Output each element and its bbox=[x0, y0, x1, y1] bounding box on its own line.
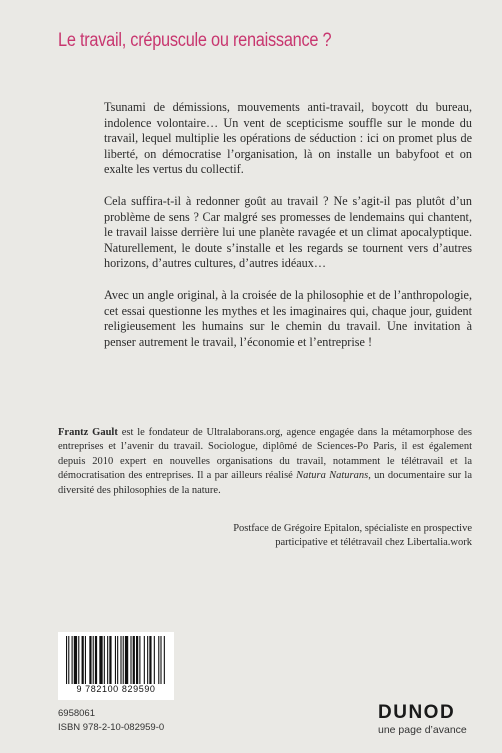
product-code: 6958061 bbox=[58, 708, 95, 719]
barcode bbox=[58, 632, 174, 700]
author-bio-part-1: est le fondateur de Ultralaborans.org, agence engagée dans la métamorphose des entreprises et l’avenir du travail. Sociologue, diplômé de Sciences-Po Paris, il est également depuis 2010 expert en nouvelles organisations du travail, notamment le télétravail et la démocratisation des entreprises. Il a par ailleurs réalisé bbox=[58, 427, 472, 482]
blurb-paragraph-3: Avec un angle original, à la croisée de la philosophie et de l’anthropologie, cet essai questionne les mythes et les imaginaires qui, chaque jour, guident religieusement les humains sur le chemin du travail. Une invitation à penser autrement le travail, l’économie et l’entreprise ! bbox=[104, 287, 472, 349]
author-bio bbox=[58, 426, 472, 498]
author-bio-part-2: , un documentaire sur la diversité des philosophies de la nature. bbox=[58, 470, 472, 496]
blurb-paragraph-2: Cela suffira-t-il à redonner goût au travail ? Ne s’agit-il pas plutôt d’un problème de sens ? Car malgré ses promesses de lendemains qui chantent, le travail laisse derrière lui une planète ravagée et un climat apocalyptique. Naturellement, le doute s’installe et les regards se tournent vers d’autres horizons, d’autres cultures, d’autres idéaux… bbox=[104, 193, 472, 271]
publisher-name: DUNOD bbox=[378, 702, 456, 723]
author-name: Frantz Gault bbox=[58, 427, 118, 438]
barcode-bars bbox=[66, 636, 166, 684]
publisher-tagline: une page d’avance bbox=[378, 724, 467, 736]
isbn: ISBN 978-2-10-082959-0 bbox=[58, 722, 165, 733]
blurb-paragraph-1: Tsunami de démissions, mouvements anti-travail, boycott du bureau, indolence volontaire… Un vent de scepticisme souffle sur le monde du travail, lequel multiplie les opérations de séduction : ici on promet plus de liberté, on démocratise l’organisation, là on installe un babyfoot et on exalte les vertus du collectif. bbox=[104, 100, 472, 177]
postface-credit: Postface de Grégoire Epitalon, spécialiste en prospective participative et télétravail chez Libertalia.work bbox=[233, 523, 472, 549]
film-title: Natura Naturans bbox=[296, 470, 369, 482]
publisher-logo bbox=[378, 702, 478, 742]
barcode-number: 9 782100 829590 bbox=[76, 684, 156, 694]
blurb bbox=[104, 100, 472, 366]
cover-title: Le travail, crépuscule ou renaissance ? bbox=[58, 30, 332, 51]
